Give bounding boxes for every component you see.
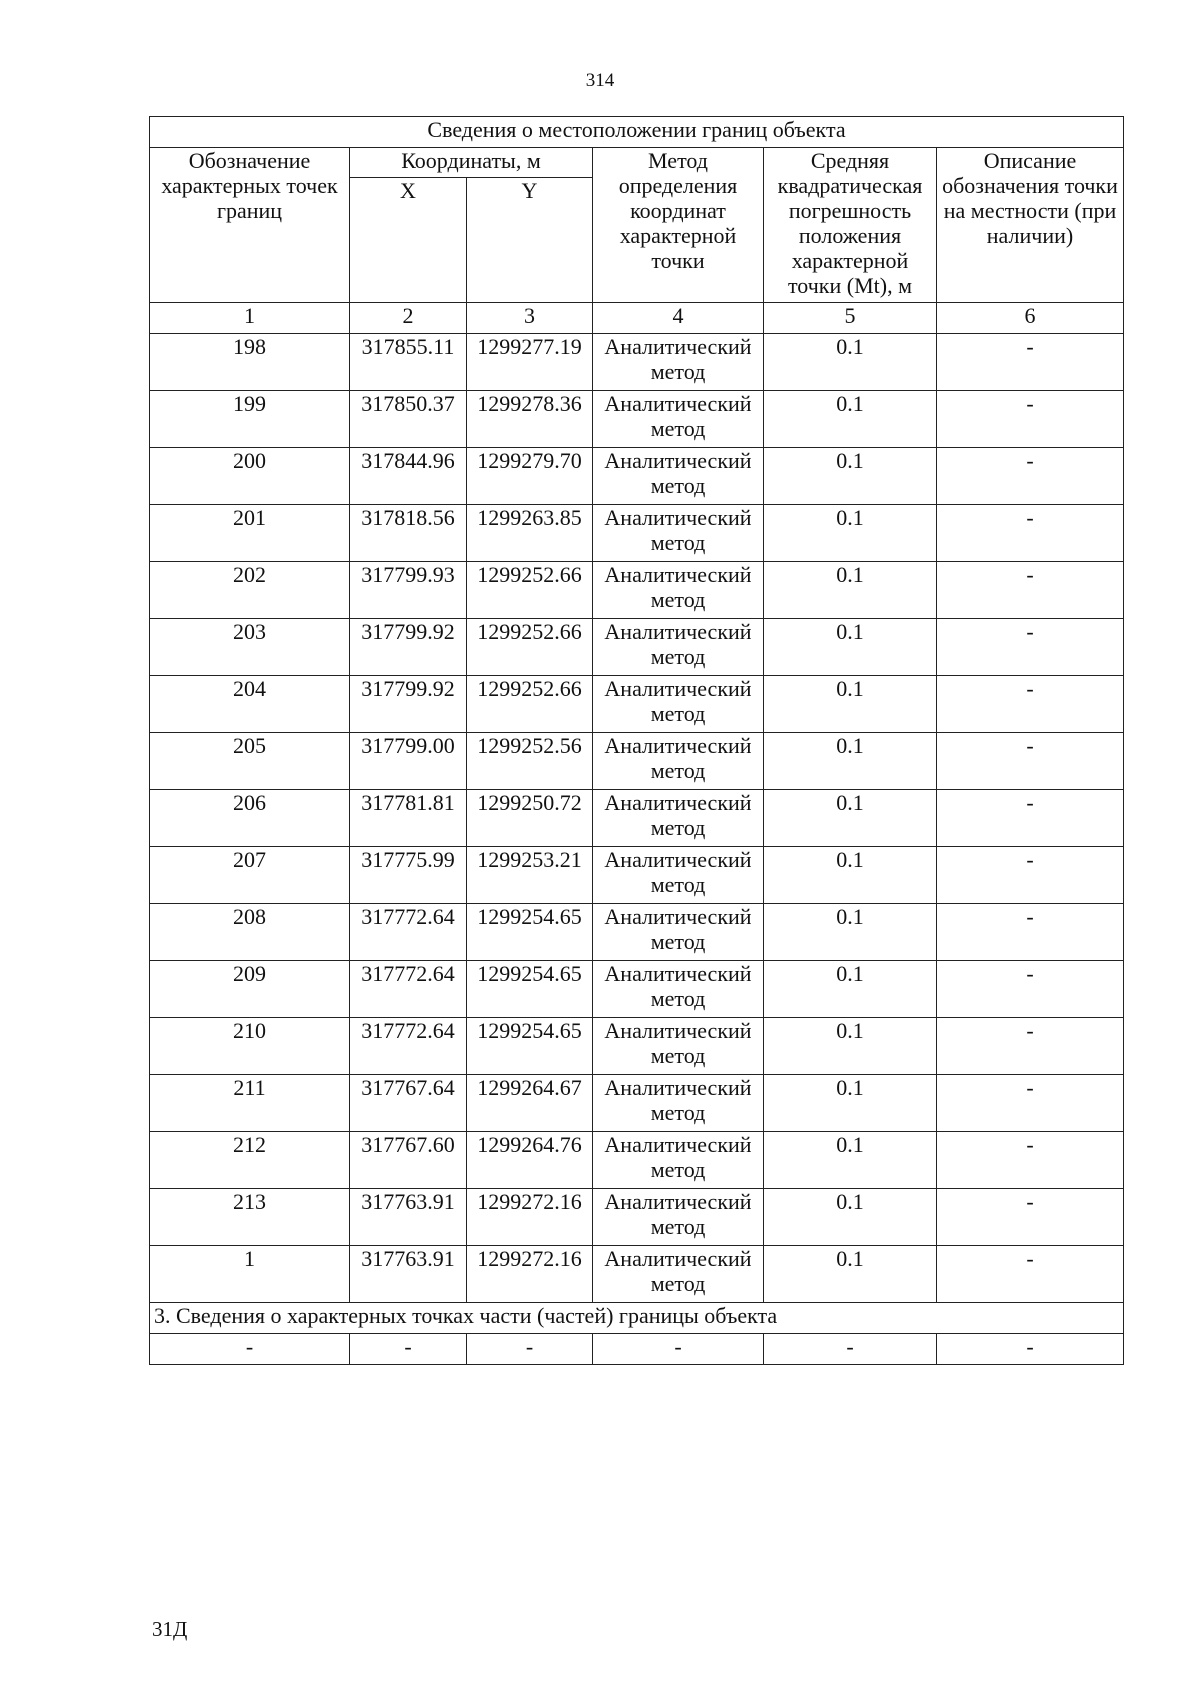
cell-method: Аналитический метод [593,619,764,676]
cell-y: 1299279.70 [467,448,593,505]
section-3-row [150,1303,1124,1334]
cell-y: 1299252.66 [467,562,593,619]
cell-x: 317850.37 [350,391,467,448]
cell-method: Аналитический метод [593,1189,764,1246]
cell-error: 0.1 [764,1246,937,1303]
cell-error: 0.1 [764,847,937,904]
cell-method: Аналитический метод [593,391,764,448]
cell-method: Аналитический метод [593,505,764,562]
cell-method: Аналитический метод [593,733,764,790]
cell-error: 0.1 [764,790,937,847]
table-row [150,1132,1124,1189]
cell-x: 317775.99 [350,847,467,904]
cell-x: 317772.64 [350,961,467,1018]
cell-method: Аналитический метод [593,847,764,904]
cell-point: 209 [150,961,350,1018]
cell-description: - [937,1018,1124,1075]
cell-method: Аналитический метод [593,562,764,619]
cell-x: 317799.92 [350,619,467,676]
cell-error: 0.1 [764,448,937,505]
section-3-cell: - [150,1334,350,1365]
table-row [150,334,1124,391]
cell-y: 1299252.66 [467,619,593,676]
cell-description: - [937,790,1124,847]
column-number: 1 [150,303,350,334]
cell-y: 1299264.76 [467,1132,593,1189]
cell-x: 317772.64 [350,904,467,961]
cell-y: 1299250.72 [467,790,593,847]
column-number: 4 [593,303,764,334]
boundary-coordinates-table [149,116,1124,1365]
cell-y: 1299252.66 [467,676,593,733]
cell-x: 317818.56 [350,505,467,562]
cell-x: 317799.00 [350,733,467,790]
cell-method: Аналитический метод [593,961,764,1018]
cell-error: 0.1 [764,505,937,562]
section-3-cell: - [937,1334,1124,1365]
cell-y: 1299252.56 [467,733,593,790]
cell-y: 1299253.21 [467,847,593,904]
cell-y: 1299278.36 [467,391,593,448]
cell-method: Аналитический метод [593,1075,764,1132]
cell-method: Аналитический метод [593,904,764,961]
table-row [150,904,1124,961]
header-x: X [350,178,467,303]
column-number-row [150,303,1124,334]
cell-description: - [937,1189,1124,1246]
cell-point: 202 [150,562,350,619]
cell-x: 317763.91 [350,1189,467,1246]
cell-point: 207 [150,847,350,904]
cell-point: 205 [150,733,350,790]
cell-point: 204 [150,676,350,733]
cell-x: 317767.60 [350,1132,467,1189]
cell-error: 0.1 [764,1075,937,1132]
table-row [150,733,1124,790]
cell-error: 0.1 [764,961,937,1018]
cell-x: 317799.93 [350,562,467,619]
cell-y: 1299264.67 [467,1075,593,1132]
cell-error: 0.1 [764,1018,937,1075]
cell-description: - [937,391,1124,448]
cell-description: - [937,562,1124,619]
column-number: 6 [937,303,1124,334]
cell-error: 0.1 [764,1132,937,1189]
table-title-row [150,117,1124,148]
cell-description: - [937,1132,1124,1189]
cell-y: 1299254.65 [467,961,593,1018]
cell-y: 1299272.16 [467,1246,593,1303]
table-row [150,391,1124,448]
table-row [150,448,1124,505]
header-error: Средняя квадратическая погрешность положения характерной точки (Mt), м [764,148,937,303]
cell-point: 213 [150,1189,350,1246]
footer-code: 31Д [152,1617,188,1641]
cell-point: 211 [150,1075,350,1132]
cell-method: Аналитический метод [593,1246,764,1303]
header-point: Обозначение характерных точек границ [150,148,350,303]
cell-x: 317799.92 [350,676,467,733]
cell-point: 203 [150,619,350,676]
cell-description: - [937,961,1124,1018]
cell-x: 317763.91 [350,1246,467,1303]
section-3-cell: - [467,1334,593,1365]
cell-point: 201 [150,505,350,562]
cell-method: Аналитический метод [593,448,764,505]
cell-point: 199 [150,391,350,448]
cell-description: - [937,505,1124,562]
cell-method: Аналитический метод [593,676,764,733]
cell-x: 317767.64 [350,1075,467,1132]
cell-description: - [937,448,1124,505]
table-row [150,676,1124,733]
table-row [150,1189,1124,1246]
cell-x: 317772.64 [350,1018,467,1075]
cell-point: 206 [150,790,350,847]
table-row [150,961,1124,1018]
cell-error: 0.1 [764,733,937,790]
cell-error: 0.1 [764,562,937,619]
table-row [150,1075,1124,1132]
table-row [150,619,1124,676]
cell-description: - [937,1246,1124,1303]
cell-error: 0.1 [764,334,937,391]
cell-point: 208 [150,904,350,961]
table-row [150,790,1124,847]
table-row [150,847,1124,904]
cell-point: 1 [150,1246,350,1303]
cell-point: 200 [150,448,350,505]
section-3-cell: - [764,1334,937,1365]
cell-error: 0.1 [764,391,937,448]
cell-error: 0.1 [764,1189,937,1246]
column-number: 5 [764,303,937,334]
header-coords: Координаты, м [350,148,593,178]
header-row [150,148,1124,178]
cell-description: - [937,1075,1124,1132]
section-3-title: 3. Сведения о характерных точках части (частей) границы объекта [150,1303,1124,1334]
cell-y: 1299263.85 [467,505,593,562]
cell-point: 212 [150,1132,350,1189]
header-description: Описание обозначения точки на местности (при наличии) [937,148,1124,303]
page-number: 314 [585,70,615,91]
cell-description: - [937,904,1124,961]
cell-x: 317781.81 [350,790,467,847]
cell-y: 1299254.65 [467,904,593,961]
cell-description: - [937,733,1124,790]
cell-error: 0.1 [764,619,937,676]
cell-description: - [937,334,1124,391]
cell-error: 0.1 [764,676,937,733]
cell-y: 1299272.16 [467,1189,593,1246]
table-row [150,1018,1124,1075]
table-row [150,1246,1124,1303]
cell-method: Аналитический метод [593,1132,764,1189]
cell-point: 210 [150,1018,350,1075]
cell-y: 1299277.19 [467,334,593,391]
cell-method: Аналитический метод [593,790,764,847]
table-title: Сведения о местоположении границ объекта [150,117,1124,148]
section-3-cell: - [593,1334,764,1365]
header-y: Y [467,178,593,303]
header-method: Метод определения координат характерной точки [593,148,764,303]
cell-point: 198 [150,334,350,391]
table-row [150,562,1124,619]
column-number: 2 [350,303,467,334]
cell-description: - [937,619,1124,676]
cell-method: Аналитический метод [593,334,764,391]
cell-x: 317844.96 [350,448,467,505]
cell-description: - [937,847,1124,904]
cell-error: 0.1 [764,904,937,961]
section-3-cell: - [350,1334,467,1365]
table-row [150,505,1124,562]
column-number: 3 [467,303,593,334]
cell-description: - [937,676,1124,733]
cell-method: Аналитический метод [593,1018,764,1075]
cell-y: 1299254.65 [467,1018,593,1075]
cell-x: 317855.11 [350,334,467,391]
section-3-data-row [150,1334,1124,1365]
